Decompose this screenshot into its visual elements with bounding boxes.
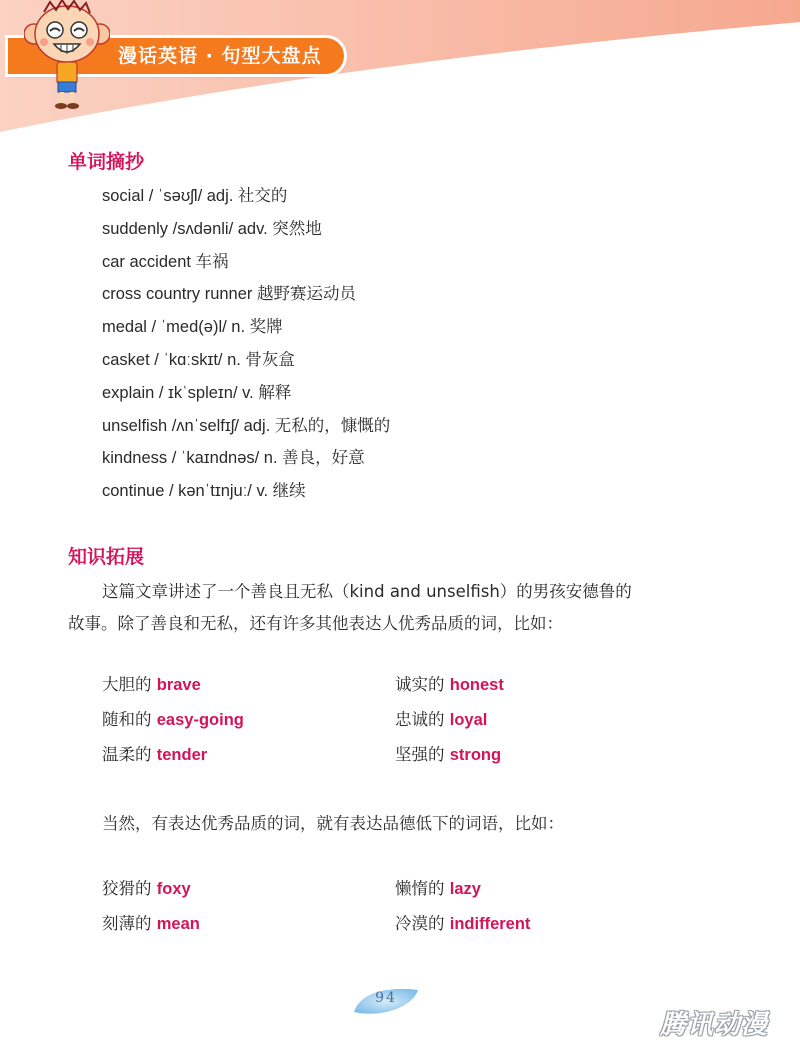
- section-title-vocabulary: 单词摘抄: [68, 151, 145, 173]
- quality-en: strong: [449, 746, 502, 764]
- intro-line-1: 这篇文章讲述了一个善良且无私（kind and unselfish）的男孩安德鲁的: [102, 582, 632, 601]
- vocab-item: car accident 车祸: [102, 252, 229, 271]
- quality-cn: 忠诚的: [395, 710, 445, 729]
- watermark: 腾讯动漫: [660, 1010, 769, 1040]
- intro-paragraph: [68, 576, 728, 640]
- vocab-item: cross country runner 越野赛运动员: [102, 285, 356, 304]
- vocab-item: suddenly /sʌdənli/ adv. 突然地: [102, 219, 322, 238]
- intro-line-2: 故事。除了善良和无私，还有许多其他表达人优秀品质的词，比如：: [68, 614, 563, 633]
- quality-pair: [395, 708, 487, 732]
- vocab-item: unselfish /ʌnˈselfɪʃ/ adj. 无私的，慷慨的: [102, 416, 391, 435]
- quality-pair: [395, 912, 530, 936]
- quality-pair: [102, 912, 200, 936]
- quality-cn: 狡猾的: [102, 879, 152, 898]
- quality-en: tender: [156, 746, 208, 764]
- quality-en: indifferent: [449, 915, 531, 933]
- quality-cn: 坚强的: [395, 745, 445, 764]
- section-title-knowledge: 知识拓展: [68, 546, 145, 568]
- vocab-item: explain / ɪkˈspleɪn/ v. 解释: [102, 383, 292, 402]
- quality-pair: [102, 673, 201, 697]
- quality-cn: 诚实的: [395, 675, 445, 694]
- vocabulary-list: [102, 184, 390, 512]
- quality-cn: 温柔的: [102, 745, 152, 764]
- quality-cn: 刻薄的: [102, 914, 152, 933]
- vocab-item: social / ˈsəʊʃl/ adj. 社交的: [102, 187, 288, 205]
- quality-cn: 冷漠的: [395, 914, 445, 933]
- quality-pair: [395, 877, 481, 901]
- vocab-item: casket / ˈkɑːskɪt/ n. 骨灰盒: [102, 350, 295, 369]
- quality-cn: 随和的: [102, 710, 152, 729]
- quality-pair: [102, 743, 207, 767]
- vocab-item: medal / ˈmed(ə)l/ n. 奖牌: [102, 318, 283, 337]
- quality-en: mean: [156, 915, 200, 933]
- quality-pair: [395, 673, 504, 697]
- quality-en: easy-going: [156, 711, 244, 729]
- mascot-icon: [24, 0, 110, 112]
- vocab-item: continue / kənˈtɪnjuː/ v. 继续: [102, 482, 306, 501]
- header-title: 漫话英语 · 句型大盘点: [118, 45, 322, 67]
- quality-pair: [102, 877, 191, 901]
- transition-note: 当然，有表达优秀品质的词，就有表达品德低下的词语，比如：: [102, 814, 564, 833]
- quality-en: foxy: [156, 880, 191, 898]
- page-number: [350, 984, 422, 1020]
- quality-cn: 大胆的: [102, 675, 152, 694]
- quality-en: loyal: [449, 711, 488, 729]
- quality-pair: [395, 743, 501, 767]
- quality-cn: 懒惰的: [395, 879, 445, 898]
- quality-pair: [102, 708, 244, 732]
- page-number-text: 94: [375, 990, 397, 1006]
- vocab-item: kindness / ˈkaɪndnəs/ n. 善良，好意: [102, 449, 365, 468]
- quality-en: honest: [449, 676, 504, 694]
- quality-en: lazy: [449, 880, 481, 898]
- quality-en: brave: [156, 676, 201, 694]
